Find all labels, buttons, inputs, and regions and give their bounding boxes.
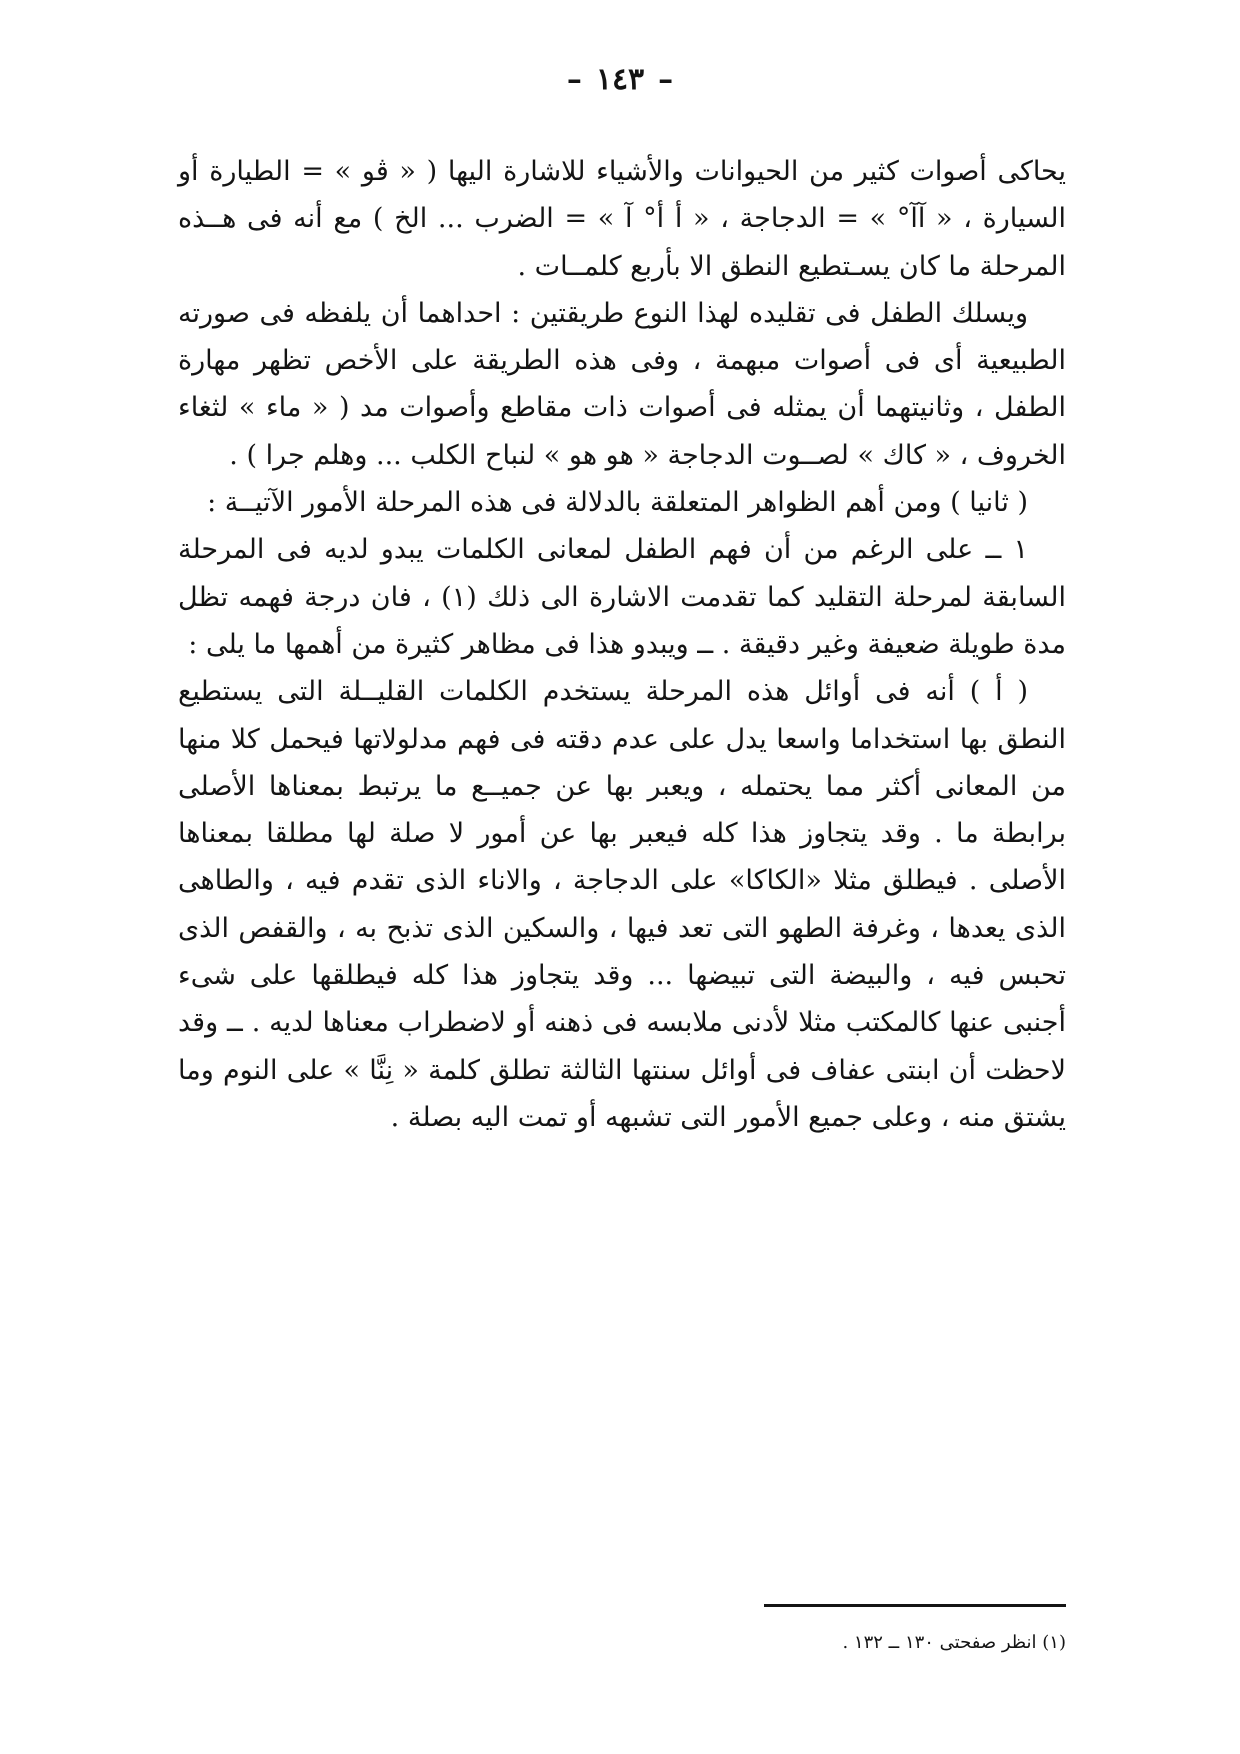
footnote: (١) انظر صفحتى ١٣٠ ــ ١٣٢ . bbox=[842, 1632, 1066, 1653]
paragraph-3: ( ثانيا ) ومن أهم الظواهر المتعلقة بالدلالة فى هذه المرحلة الأمور الآتيــة : bbox=[207, 487, 1028, 519]
page-number-value: ١٤٣ bbox=[595, 62, 645, 97]
footnote-divider bbox=[764, 1604, 1066, 1607]
body-text bbox=[178, 148, 1066, 1141]
page-number: –١٤٣– bbox=[566, 62, 674, 97]
paragraph-4: ١ ــ على الرغم من أن فهم الطفل لمعانى الكلمات يبدو لديه فى المرحلة السابقة لمرحلة التقليد كما تقدمت الاشارة الى ذلك (١) ، فان درجة فهمه تظل مدة طويلة ضعيفة وغير دقيقة . ــ ويبدو هذا فى مظاهر كثيرة من أهمها ما يلى : bbox=[178, 534, 1066, 660]
paragraph-5: ( أ ) أنه فى أوائل هذه المرحلة يستخدم الكلمات القليــلة التى يستطيع النطق بها استخداما واسعا يدل على عدم دقته فى فهم مدلولاتها فيحمل كلا منها من المعانى أكثر مما يحتمله ، ويعبر بها عن جميــع ما يرتبط بمعناها الأصلى برابطة ما . وقد يتجاوز هذا كله فيعبر بها عن أمور لا صلة لها مطلقا بمعناها الأصلى . فيطلق مثلا «الكاكا» على الدجاجة ، والاناء الذى تقدم فيه ، والطاهى الذى يعدها ، وغرفة الطهو التى تعد فيها ، والسكين الذى تذبح به ، والقفص الذى تحبس فيه ، والبيضة التى تبيضها ... وقد يتجاوز هذا كله فيطلقها على شىء أجنبى عنها كالمكتب مثلا لأدنى ملابسه فى ذهنه أو لاضطراب معناها لديه . ــ وقد لاحظت أن ابنتى عفاف فى أوائل سنتها الثالثة تطلق كلمة « نِنَّا » على النوم وما يشتق منه ، وعلى جميع الأمور التى تشبهه أو تمت اليه بصلة . bbox=[178, 676, 1066, 1133]
paragraph-2: ويسلك الطفل فى تقليده لهذا النوع طريقتين : احداهما أن يلفظه فى صورته الطبيعية أى فى أصوات مبهمة ، وفى هذه الطريقة على الأخص تظهر مهارة الطفل ، وثانيتهما أن يمثله فى أصوات ذات مقاطع وأصوات مد ( « ماء » لثغاء الخروف ، « كاك » لصــوت الدجاجة « هو هو » لنباح الكلب ... وهلم جرا ) . bbox=[178, 297, 1066, 471]
paragraph-1: يحاكى أصوات كثير من الحيوانات والأشياء للاشارة اليها ( « ڤو » = الطيارة أو السيارة ، « آآ° » = الدجاجة ، « أ أ° آ » = الضرب ... الخ ) مع أنه فى هــذه المرحلة ما كان يسـتطيع النطق الا بأربع كلمــات . bbox=[178, 156, 1066, 282]
